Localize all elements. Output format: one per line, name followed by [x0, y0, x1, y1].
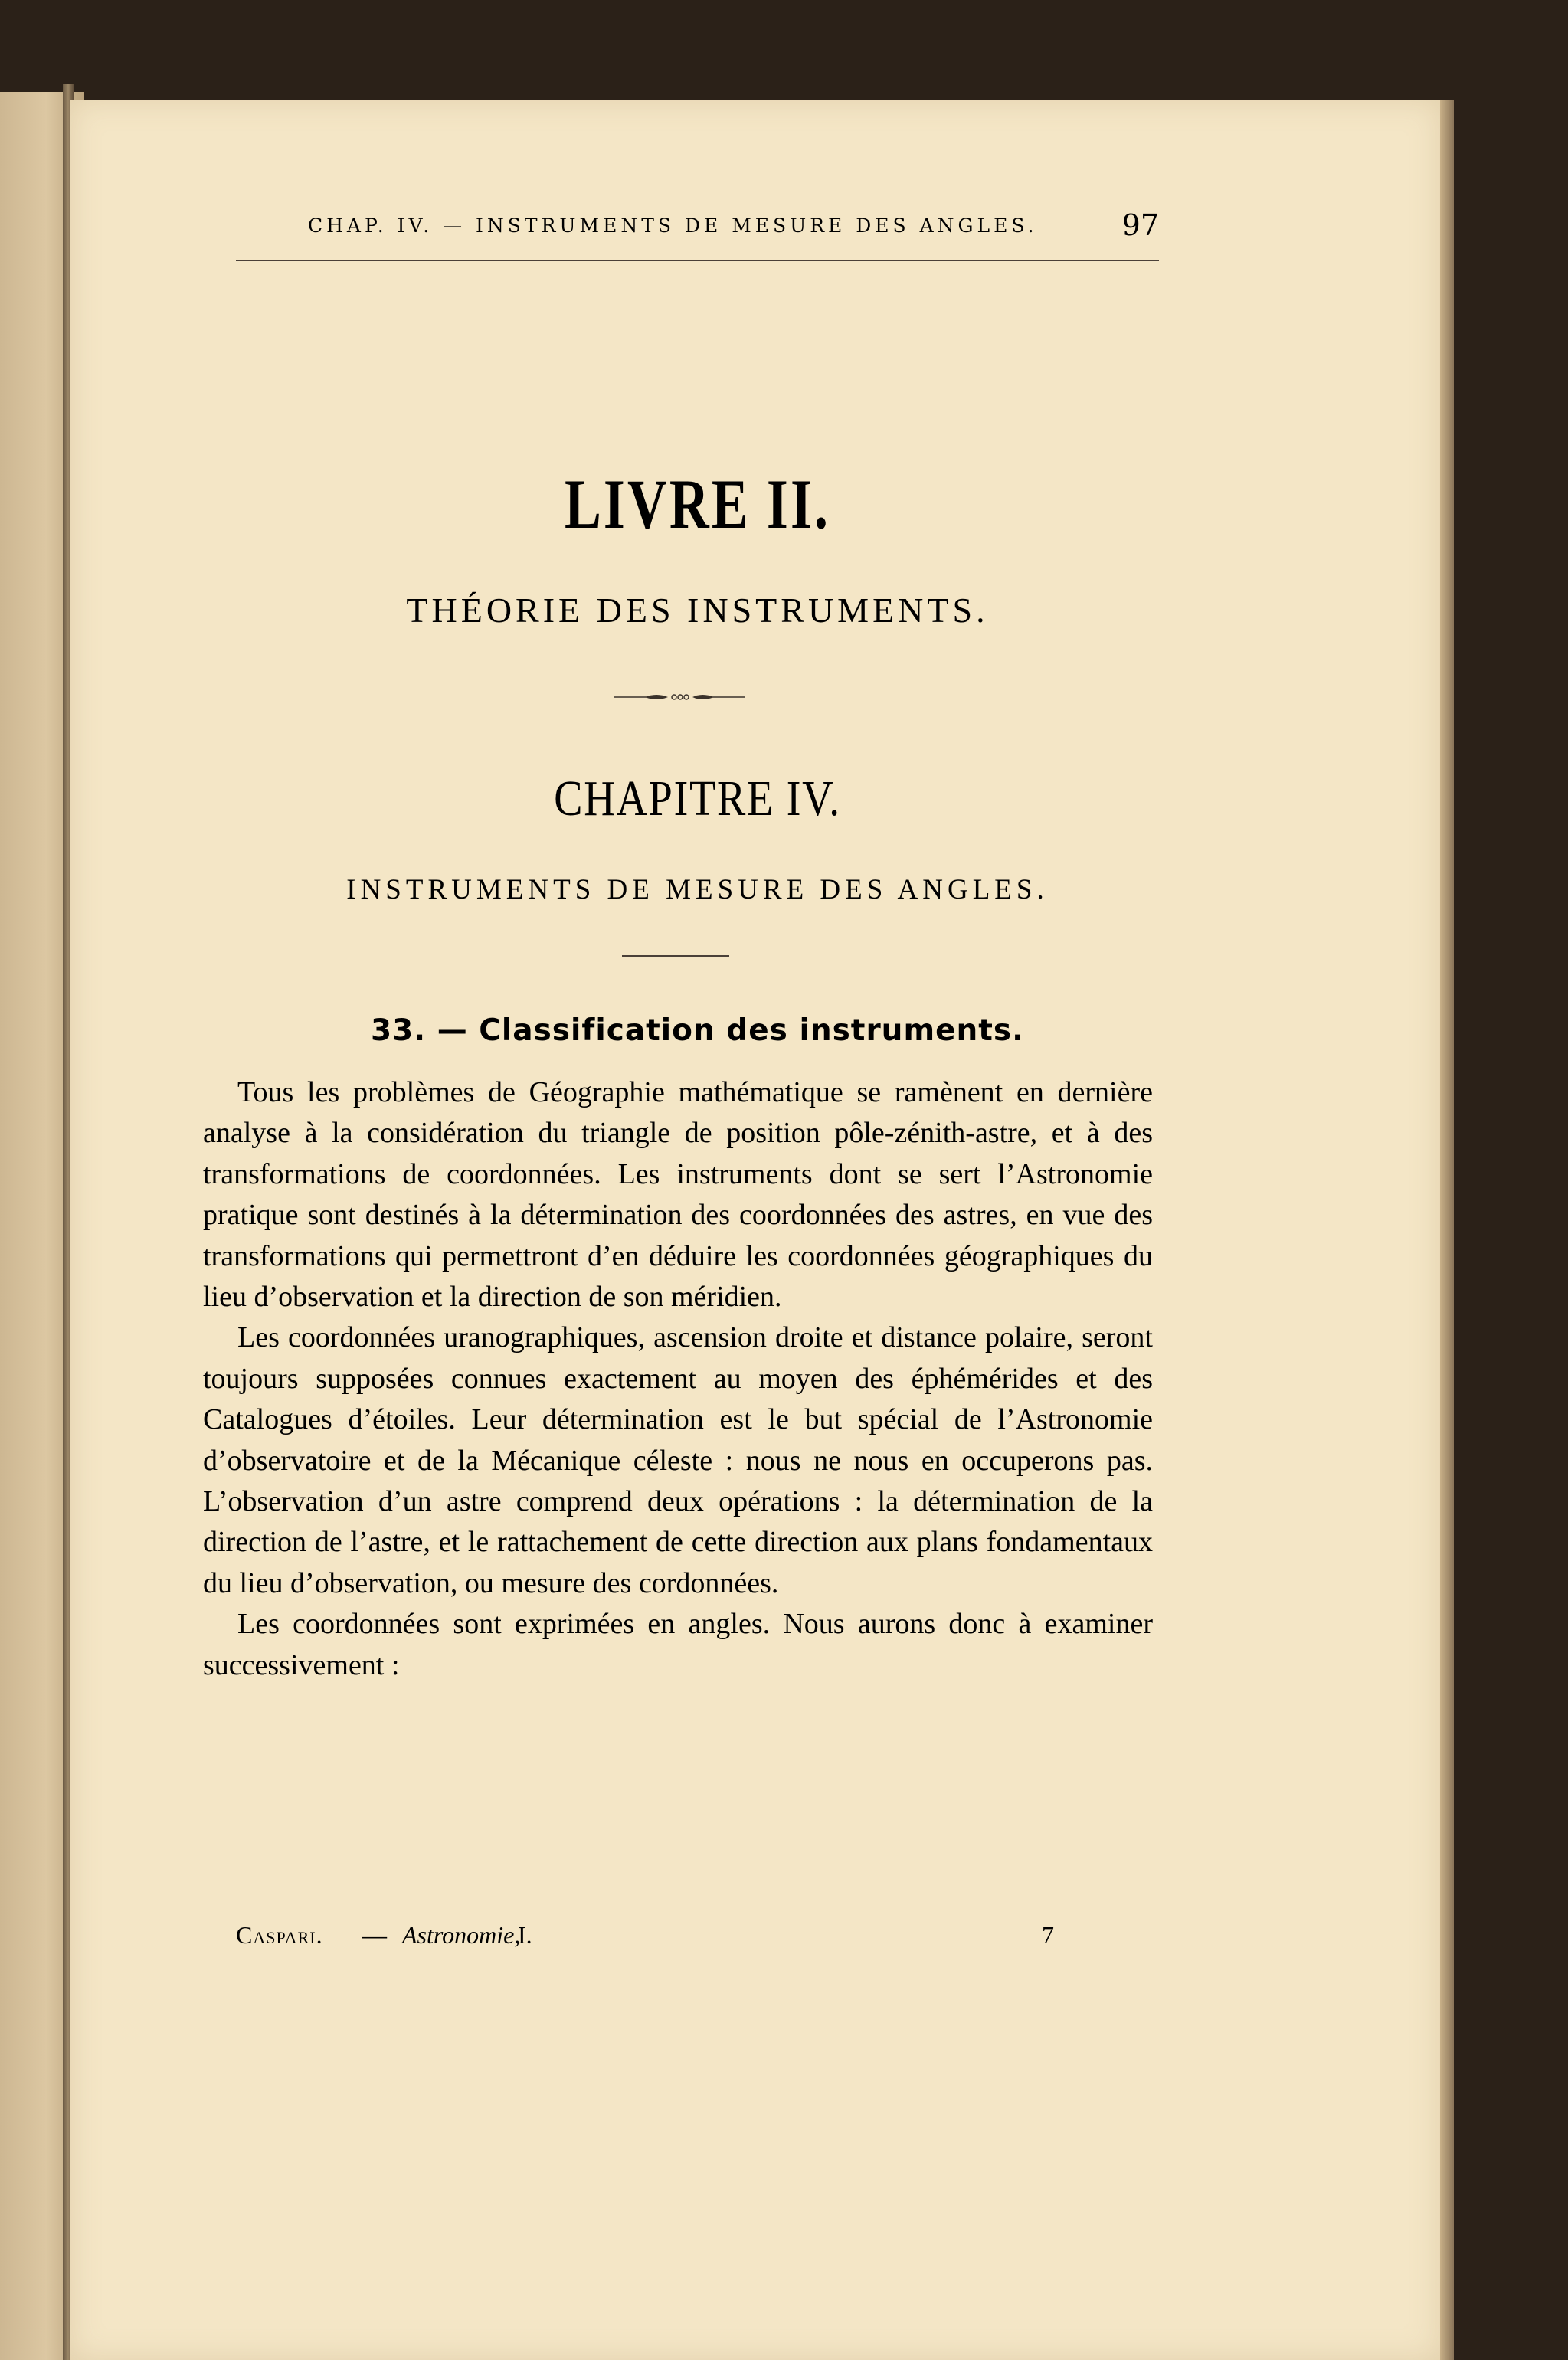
chapter-subtitle: INSTRUMENTS DE MESURE DES ANGLES. [346, 874, 1049, 905]
footer-title: Astronomie, [402, 1921, 521, 1949]
header-rule [236, 260, 1159, 261]
footer-author: Caspari. [236, 1921, 323, 1949]
body-text [203, 1072, 1153, 1686]
chapter-title: CHAPITRE IV. [554, 771, 841, 826]
footer-signature: 7 [1042, 1921, 1054, 1949]
page-footer [236, 1921, 1079, 1959]
paragraph: Les coordonnées uranographiques, ascension droite et distance polaire, seront toujours supposées connues exactement au moyen des éphémérides et des Catalogues d’étoiles. Leur détermination est le but spécial de l’Astronomie d’observatoire et de la Mécanique céleste : nous ne nous en occuperons pas. L’observation d’un astre comprend deux opérations : la détermination de la direction de l’astre, et le rattachement de cette direction aux plans fondamentaux du lieu d’observation, ou mesure des cordonnées. [203, 1321, 1153, 1599]
page-number: 97 [1121, 208, 1159, 242]
livre-title: LIVRE II. [564, 465, 831, 543]
paragraph: Les coordonnées sont exprimées en angles. Nous aurons donc à examiner successivement : [203, 1608, 1153, 1681]
running-head [236, 205, 1159, 247]
short-rule [622, 955, 729, 957]
running-head-text: CHAP. IV. — INSTRUMENTS DE MESURE DES ANGLES. [308, 214, 1038, 237]
section-heading: 33. — Classification des instruments. [371, 1013, 1024, 1048]
footer-volume: I. [518, 1921, 532, 1949]
paragraph: Tous les problèmes de Géographie mathématique se ramènent en dernière analyse à la considération du triangle de position pôle-zénith-astre, et à des transformations de coordonnées. Les instruments dont se sert l’Astronomie pratique sont destinés à la détermination des coordonnées des astres, en vue des transformations qui permettront d’en déduire les coordonnées géographiques du lieu d’observation et la direction de son méridien. [203, 1076, 1153, 1314]
page-edge-shadow [1440, 100, 1454, 2360]
footer-separator: — [362, 1921, 387, 1949]
livre-subtitle: THÉORIE DES INSTRUMENTS. [406, 591, 989, 630]
ornament-divider-icon [614, 682, 745, 712]
